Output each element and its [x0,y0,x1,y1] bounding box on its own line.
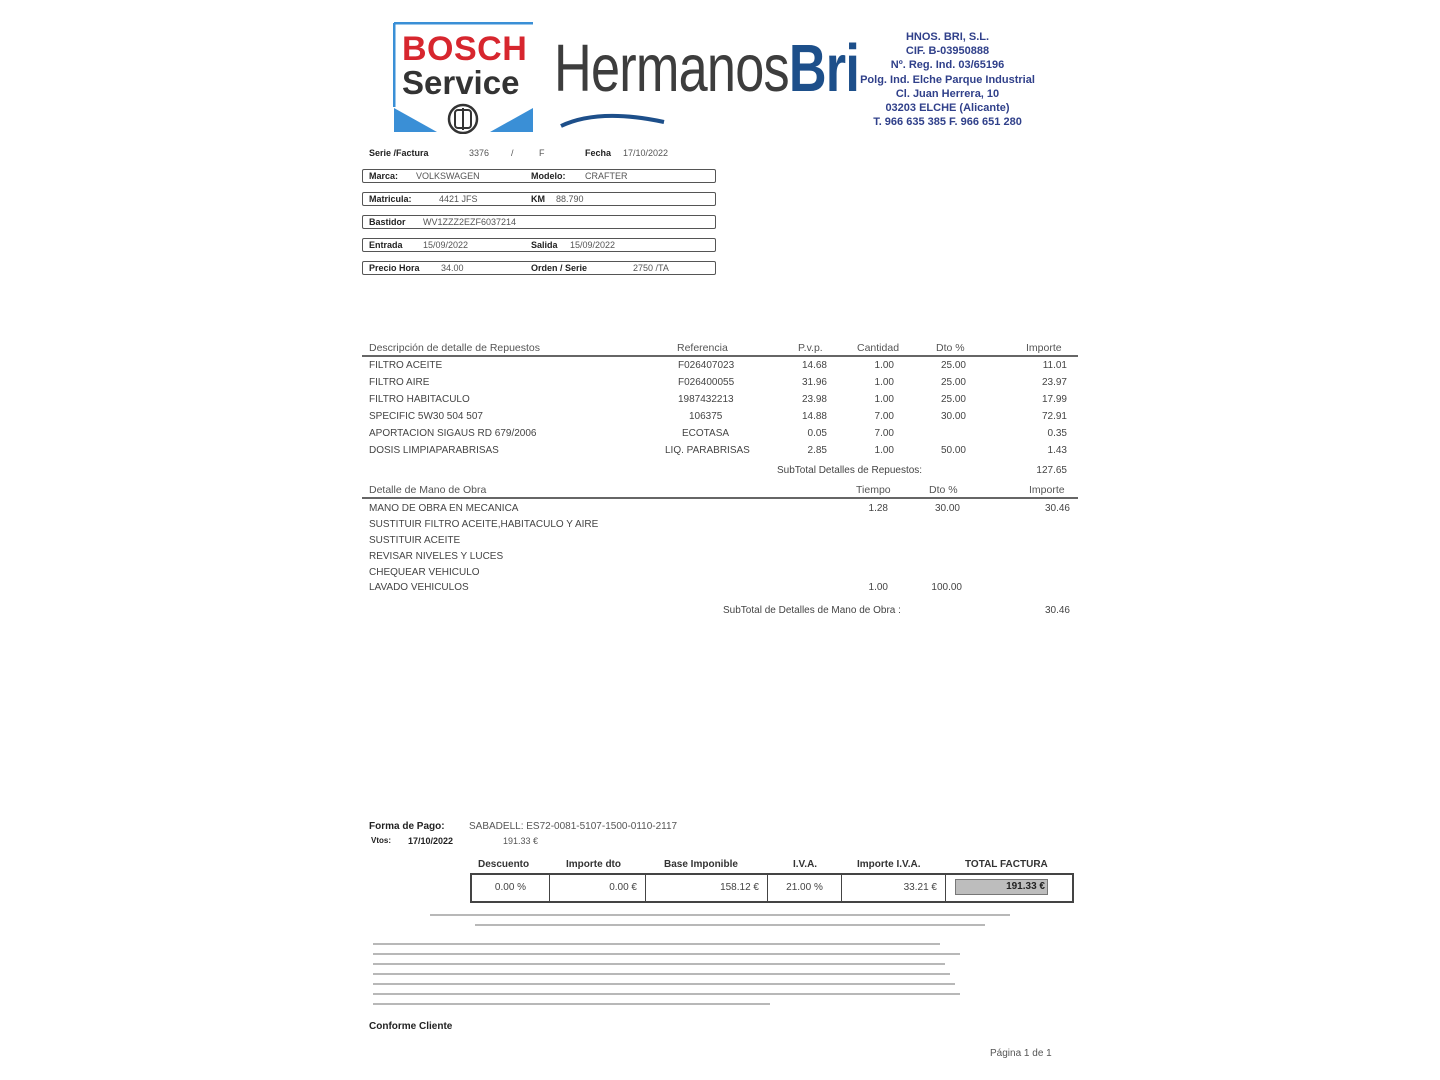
part-dto: 25.00 [940,377,966,388]
parts-table [362,340,1078,480]
part-dto: 25.00 [940,360,966,371]
company-line: HNOS. BRI, S.L. [905,31,990,43]
part-cantidad: 7.00 [874,411,894,422]
bosch-wordmark: BOSCH [402,30,528,68]
parts-header-importe: Importe [1026,342,1062,354]
salida-value: 15/09/2022 [570,240,616,250]
part-dto: 30.00 [940,411,966,422]
legal-fine-print [370,910,1020,1010]
labor-dto: 100.00 [931,582,962,593]
labor-tiempo: 1.28 [868,503,888,514]
precio-hora-value: 34.00 [441,263,464,273]
labor-description: MANO DE OBRA EN MECANICA [369,503,519,514]
company-line: Nº. Reg. Ind. 03/65196 [890,59,1005,72]
parts-subtotal-label: SubTotal Detalles de Repuestos: [777,465,923,476]
vtos-amount: 191.33 € [503,836,539,846]
parts-header-dto: Dto % [936,342,965,354]
marca-label: Marca: [369,171,399,181]
company-info [840,30,1055,129]
table-row [362,567,1078,583]
vtos-label: Vtos: [371,836,391,845]
bastidor-value: WV1ZZZ2EZF6037214 [423,217,517,227]
serie-value: 3376 [469,148,490,158]
labor-description: CHEQUEAR VEHICULO [369,567,480,578]
part-description: FILTRO HABITACULO [369,394,470,405]
total-header-base: Base Imponible [664,859,738,870]
table-row [362,551,1078,567]
labor-description: REVISAR NIVELES Y LUCES [369,551,504,562]
labor-subtotal-value: 30.46 [1044,605,1070,616]
total-header-iva: I.V.A. [793,859,818,870]
company-line: 03203 ELCHE (Alicante) [885,102,1010,115]
wave-icon [559,108,669,130]
labor-header-detalle: Detalle de Mano de Obra [369,484,487,496]
entrada-value: 15/09/2022 [423,240,469,250]
forma-pago-label: Forma de Pago: [369,821,445,832]
part-reference: LIQ. PARABRISAS [665,445,750,456]
part-pvp: 31.96 [801,377,827,388]
serie-suffix: F [539,148,545,158]
parts-header-rule [362,355,1078,357]
part-dto: 25.00 [940,394,966,405]
salida-label: Salida [531,240,558,250]
part-importe: 0.35 [1047,428,1067,439]
part-reference: F026407023 [678,360,735,371]
total-iva-percent: 21.00 % [768,875,842,901]
part-cantidad: 1.00 [874,394,894,405]
total-factura: 191.33 € [1006,881,1045,892]
total-importe-iva: 33.21 € [842,875,946,901]
part-pvp: 14.68 [801,360,827,371]
total-importe-dto: 0.00 € [550,875,646,901]
total-header-importe-iva: Importe I.V.A. [857,859,921,870]
table-row [362,377,1078,393]
modelo-label: Modelo: [531,171,566,181]
serie-label: Serie /Factura [369,148,429,158]
forma-pago-value: SABADELL: ES72-0081-5107-1500-0110-2117 [469,821,678,832]
marca-value: VOLKSWAGEN [416,171,480,181]
part-importe: 23.97 [1041,377,1067,388]
labor-importe: 30.46 [1044,503,1070,514]
company-line: Polg. Ind. Elche Parque Industrial [860,73,1035,86]
table-row [362,411,1078,427]
orden-serie-label: Orden / Serie [531,263,588,273]
service-wordmark: Service [402,64,520,101]
table-row [362,428,1078,444]
part-pvp: 14.88 [801,411,827,422]
part-cantidad: 7.00 [874,428,894,439]
part-reference: 1987432213 [678,394,734,405]
hermanos-bri-logo [554,30,860,130]
hermanos-wordmark: Hermanos [554,31,789,106]
parts-header-referencia: Referencia [677,342,728,354]
labor-dto: 30.00 [934,503,960,514]
part-importe: 17.99 [1041,394,1067,405]
part-reference: ECOTASA [682,428,730,439]
bastidor-box [362,215,716,229]
precio-hora-label: Precio Hora [369,263,420,273]
labor-header-tiempo: Tiempo [856,484,891,496]
parts-subtotal-value: 127.65 [1036,465,1067,476]
part-cantidad: 1.00 [874,360,894,371]
part-description: SPECIFIC 5W30 504 507 [369,411,483,422]
table-row [362,360,1078,376]
modelo-value: CRAFTER [585,171,628,181]
parts-header-cantidad: Cantidad [857,342,900,354]
km-label: KM [531,194,545,204]
part-pvp: 0.05 [807,428,827,439]
parts-header-descripcion: Descripción de detalle de Repuestos [369,342,541,354]
total-header-total: TOTAL FACTURA [965,859,1048,870]
part-pvp: 23.98 [801,394,827,405]
labor-tiempo: 1.00 [868,582,888,593]
table-row [362,503,1078,519]
totals-box [470,873,1074,903]
labor-header-importe: Importe [1029,484,1065,496]
labor-description: SUSTITUIR FILTRO ACEITE,HABITACULO Y AIRE [369,519,599,530]
entrada-label: Entrada [369,240,403,250]
part-description: DOSIS LIMPIAPARABRISAS [369,445,499,456]
company-line: CIF. B-03950888 [905,45,990,58]
fecha-label: Fecha [585,148,612,158]
orden-serie-value: 2750 /TA [633,263,669,273]
total-descuento: 0.00 % [472,875,550,901]
part-description: APORTACION SIGAUS RD 679/2006 [369,428,537,439]
part-cantidad: 1.00 [874,445,894,456]
company-line: T. 966 635 385 F. 966 651 280 [873,116,1022,129]
part-importe: 72.91 [1041,411,1067,422]
page-number: Página 1 de 1 [990,1048,1052,1059]
bri-wordmark: Bri [788,31,860,106]
km-value: 88.790 [556,194,584,204]
table-row [362,535,1078,551]
part-pvp: 2.85 [807,445,827,456]
part-reference: 106375 [689,411,723,422]
table-row [362,582,1078,598]
part-cantidad: 1.00 [874,377,894,388]
part-description: FILTRO ACEITE [369,360,443,371]
labor-header-dto: Dto % [929,484,958,496]
labor-description: LAVADO VEHICULOS [369,582,469,593]
vtos-date: 17/10/2022 [408,836,454,846]
parts-header-pvp: P.v.p. [798,342,823,354]
labor-description: SUSTITUIR ACEITE [369,535,461,546]
bastidor-label: Bastidor [369,217,406,227]
table-row [362,445,1078,461]
part-description: FILTRO AIRE [369,377,430,388]
labor-header-rule [362,497,1078,499]
company-line: Cl. Juan Herrera, 10 [895,87,1000,100]
table-row [362,519,1078,535]
serie-separator: / [511,148,514,158]
fecha-value: 17/10/2022 [623,148,669,158]
labor-subtotal-label: SubTotal de Detalles de Mano de Obra : [723,605,901,616]
matricula-label: Matricula: [369,194,412,204]
labor-table [362,483,1078,623]
part-importe: 11.01 [1042,360,1067,371]
part-reference: F026400055 [678,377,735,388]
conforme-cliente-label: Conforme Cliente [369,1021,453,1032]
total-header-descuento: Descuento [478,859,530,870]
part-dto: 50.00 [940,445,966,456]
total-base-imponible: 158.12 € [646,875,768,901]
total-header-importe-dto: Importe dto [566,859,621,870]
part-importe: 1.43 [1047,445,1067,456]
table-row [362,394,1078,410]
matricula-value: 4421 JFS [439,194,478,204]
